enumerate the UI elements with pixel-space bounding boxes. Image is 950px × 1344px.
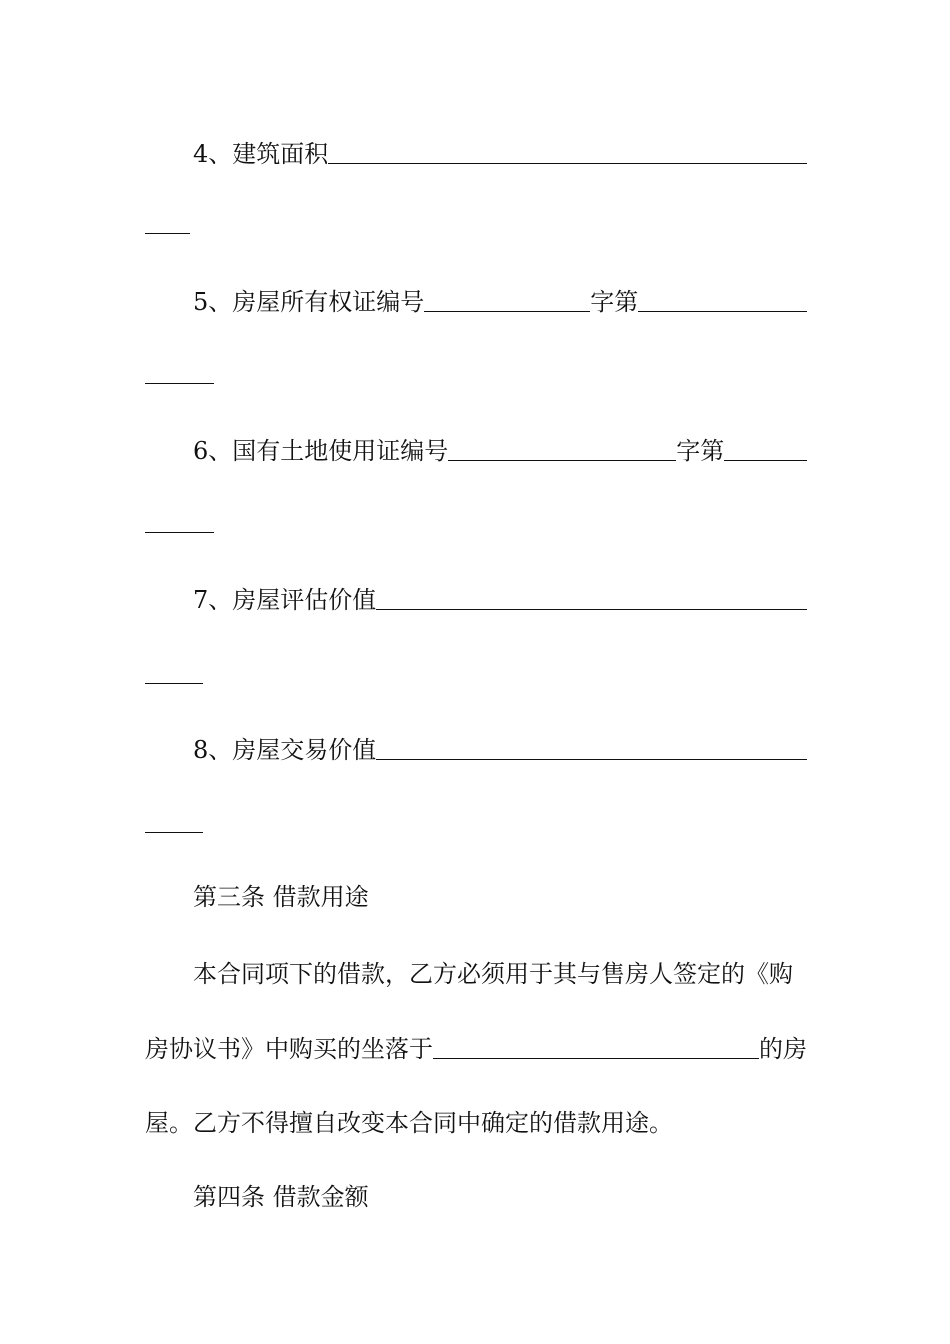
item-label: 6、国有土地使用证编号 [193, 437, 449, 465]
article-3-heading: 第三条 借款用途 [193, 883, 369, 911]
item-land-use-cert-no [193, 436, 807, 466]
location-fill-blank[interactable] [433, 1058, 759, 1059]
item-mid-label: 字第 [676, 437, 725, 465]
article-3-body-line-2 [145, 1034, 807, 1064]
item-label: 8、房屋交易价值 [193, 736, 377, 764]
article-4-heading: 第四条 借款金额 [193, 1183, 369, 1211]
item-label: 7、房屋评估价值 [193, 586, 377, 614]
body-text: 房协议书》中购买的坐落于 [145, 1035, 433, 1063]
item-appraised-value [193, 585, 807, 615]
fill-blank[interactable] [328, 163, 807, 164]
fill-blank[interactable] [724, 460, 807, 461]
fill-blank-continuation[interactable] [145, 532, 214, 533]
fill-blank-continuation[interactable] [145, 233, 190, 234]
body-text: 的房 [759, 1035, 807, 1063]
item-building-area [193, 139, 807, 169]
fill-blank-continuation[interactable] [145, 832, 203, 833]
item-transaction-value [193, 735, 807, 765]
fill-blank[interactable] [376, 759, 807, 760]
fill-blank[interactable] [638, 311, 807, 312]
item-label: 5、房屋所有权证编号 [193, 288, 425, 316]
article-3-body-line-1: 本合同项下的借款，乙方必须用于其与售房人签定的《购 [193, 960, 793, 988]
item-label: 4、建筑面积 [193, 140, 329, 168]
item-ownership-cert-no [193, 287, 807, 317]
fill-blank[interactable] [448, 460, 676, 461]
article-3-body-line-3: 屋。乙方不得擅自改变本合同中确定的借款用途。 [145, 1109, 673, 1137]
item-mid-label: 字第 [590, 288, 639, 316]
fill-blank[interactable] [424, 311, 590, 312]
fill-blank[interactable] [376, 609, 807, 610]
fill-blank-continuation[interactable] [145, 383, 214, 384]
fill-blank-continuation[interactable] [145, 683, 203, 684]
